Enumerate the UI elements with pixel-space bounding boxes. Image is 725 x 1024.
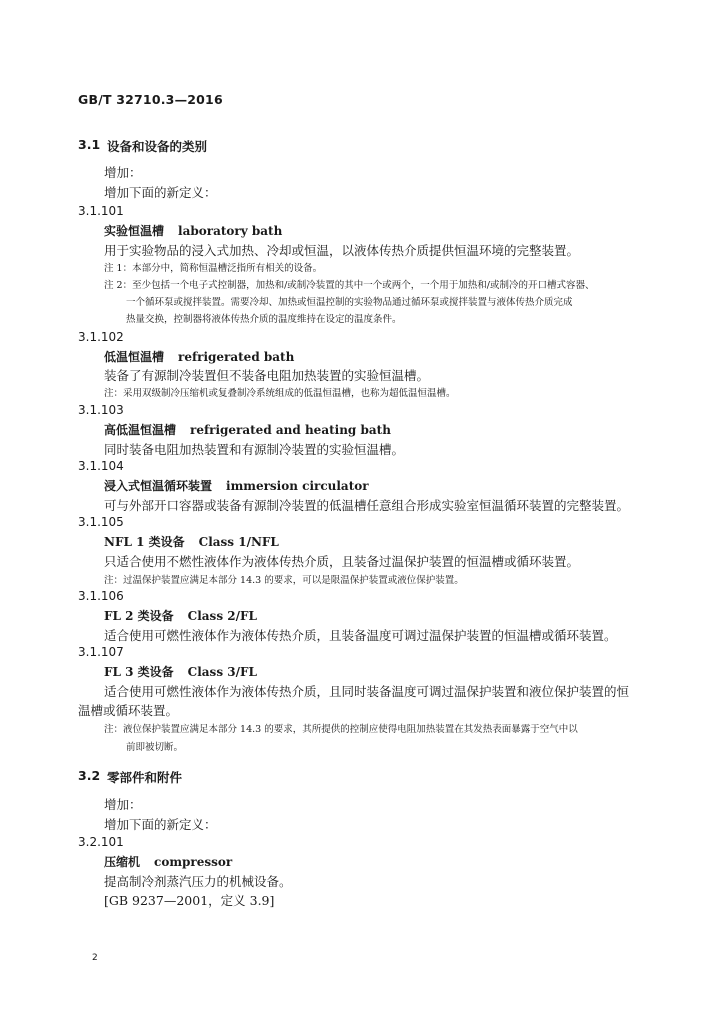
definition: 可与外部开口容器或装备有源制冷装置的低温槽任意组合形成实验室恒温循环装置的完整装置。 (104, 498, 630, 513)
term-entry (104, 477, 369, 494)
definition-continuation: 温槽或循环装置。 (78, 703, 179, 718)
section-title: 设备和设备的类别 (107, 139, 208, 154)
term-en: refrigerated bath (178, 350, 295, 364)
definition: 只适合使用不燃性液体作为液体传热介质，且装备过温保护装置的恒温槽或循环装置。 (104, 554, 580, 569)
clause-number: 3.2.101 (78, 835, 124, 849)
term-zh: FL 2 类设备 (104, 609, 174, 623)
section-title: 零部件和附件 (107, 770, 183, 785)
term-en: compressor (154, 855, 233, 869)
term-zh: 实验恒温槽 (104, 224, 165, 238)
note-continuation: 前即被切断。 (126, 742, 184, 753)
definition: 提高制冷剂蒸汽压力的机械设备。 (104, 874, 292, 889)
section-number: 3.1 (78, 137, 101, 152)
term-zh: 高低温恒温槽 (104, 423, 177, 437)
note: 注：过温保护装置应满足本部分 14.3 的要求，可以是限温保护装置或液位保护装置。 (104, 575, 464, 586)
term-zh: 低温恒温槽 (104, 350, 165, 364)
clause-number: 3.1.102 (78, 330, 124, 344)
note: 注 2：至少包括一个电子式控制器，加热和/或制冷装置的其中一个或两个，一个用于加热和/或制冷的开口槽式容器、 (104, 280, 595, 291)
definition: 装备了有源制冷装置但不装备电阻加热装置的实验恒温槽。 (104, 368, 430, 383)
clause-number: 3.1.104 (78, 459, 124, 473)
paragraph: 增加： (104, 797, 142, 812)
term-en: laboratory bath (178, 224, 283, 238)
source-reference: [GB 9237—2001，定义 3.9] (104, 893, 275, 908)
note: 注：液位保护装置应满足本部分 14.3 的要求，其所提供的控制应使得电阻加热装置在其发热表面暴露于空气中以 (104, 724, 578, 735)
note-continuation: 一个循环泵或搅拌装置。需要冷却、加热或恒温控制的实验物品通过循环泵或搅拌装置与液体传热介质完成 (126, 297, 573, 308)
term-en: refrigerated and heating bath (190, 423, 391, 437)
standard-header: GB/T 32710.3—2016 (78, 92, 223, 107)
note-continuation: 热量交换，控制器将液体传热介质的温度维持在设定的温度条件。 (126, 314, 402, 325)
clause-number: 3.1.106 (78, 589, 124, 603)
term-entry (104, 348, 294, 365)
term-zh: NFL 1 类设备 (104, 535, 185, 549)
definition: 适合使用可燃性液体作为液体传热介质，且同时装备温度可调过温保护装置和液位保护装置的恒 (104, 684, 630, 699)
term-entry (104, 663, 257, 680)
clause-number: 3.1.107 (78, 645, 124, 659)
page-number: 2 (92, 953, 98, 963)
term-en: Class 1/NFL (198, 535, 279, 549)
term-zh: FL 3 类设备 (104, 665, 174, 679)
definition: 适合使用可燃性液体作为液体传热介质，且装备温度可调过温保护装置的恒温槽或循环装置。 (104, 628, 617, 643)
note: 注 1：本部分中，简称恒温槽泛指所有相关的设备。 (104, 263, 323, 274)
clause-number: 3.1.103 (78, 403, 124, 417)
clause-number: 3.1.101 (78, 204, 124, 218)
term-zh: 浸入式恒温循环装置 (104, 479, 213, 493)
term-entry (104, 607, 257, 624)
term-entry (104, 222, 282, 239)
paragraph: 增加： (104, 165, 142, 180)
paragraph: 增加下面的新定义： (104, 185, 217, 200)
term-zh: 压缩机 (104, 855, 141, 869)
term-en: Class 3/FL (187, 665, 257, 679)
term-entry (104, 533, 279, 550)
definition: 同时装备电阻加热装置和有源制冷装置的实验恒温槽。 (104, 442, 405, 457)
term-en: immersion circulator (226, 479, 369, 493)
note: 注：采用双级制冷压缩机或复叠制冷系统组成的低温恒温槽，也称为超低温恒温槽。 (104, 388, 456, 399)
clause-number: 3.1.105 (78, 515, 124, 529)
term-entry (104, 421, 391, 438)
definition: 用于实验物品的浸入式加热、冷却或恒温，以液体传热介质提供恒温环境的完整装置。 (104, 243, 580, 258)
paragraph: 增加下面的新定义： (104, 817, 217, 832)
section-number: 3.2 (78, 768, 101, 783)
term-en: Class 2/FL (187, 609, 257, 623)
term-entry (104, 853, 232, 870)
